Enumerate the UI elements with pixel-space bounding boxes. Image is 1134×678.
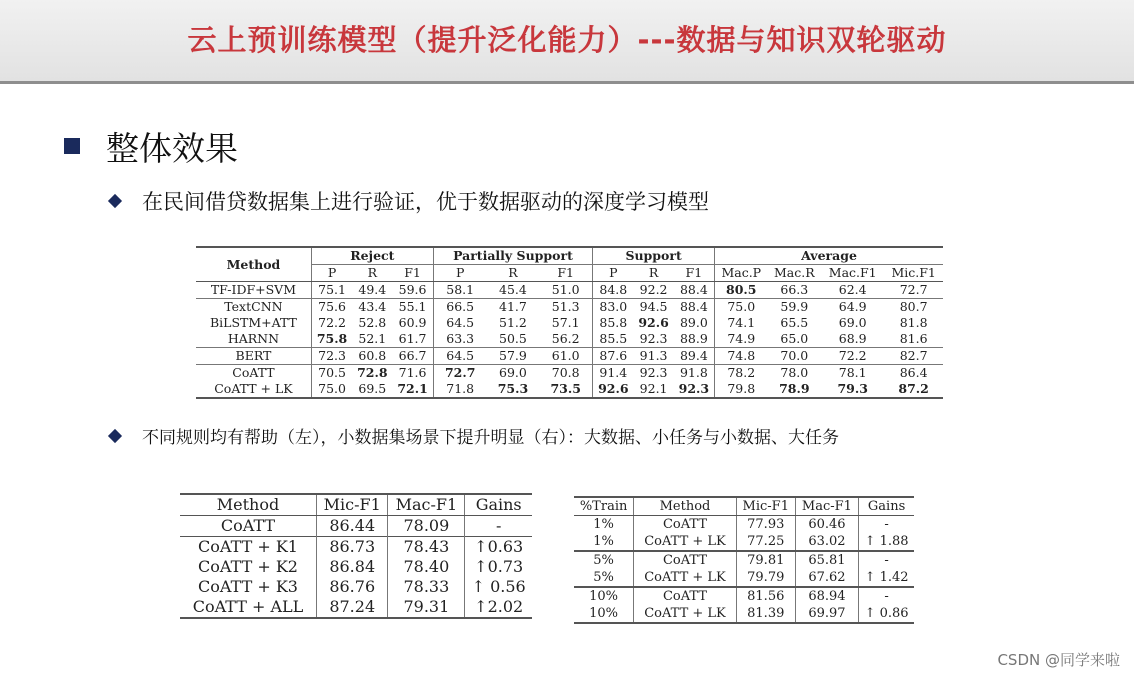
table-cell: 81.56 [736,587,795,605]
value-cell: 85.8 [593,315,634,331]
sub-header: Mac.F1 [821,265,884,282]
sub-header: P [593,265,634,282]
table-cell: 79.81 [736,551,795,569]
table-row [180,557,532,577]
sub-header: F1 [539,265,592,282]
table-cell: 78.33 [388,577,465,597]
value-cell: 58.1 [433,282,486,299]
table-cell: 10% [574,587,634,605]
value-cell: 94.5 [634,299,674,316]
table-cell: 86.44 [317,516,388,537]
table-cell: 5% [574,551,634,569]
value-cell: 88.4 [674,299,715,316]
column-header: Mic-F1 [736,497,795,516]
sub-header: Mac.P [715,265,768,282]
table-cell: ↑0.63 [465,537,532,558]
table-cell: 78.43 [388,537,465,558]
value-cell: 70.5 [311,365,352,382]
sub-header: R [487,265,540,282]
value-cell: 86.4 [884,365,943,382]
value-cell: 92.3 [639,331,668,346]
value-cell: 72.2 [311,315,352,331]
value-cell: 69.0 [487,365,540,382]
value-cell: 75.3 [497,381,529,396]
sub-header: F1 [674,265,715,282]
value-cell: 89.0 [679,315,708,330]
value-cell: 71.8 [433,381,486,398]
value-cell: 74.9 [715,331,768,348]
watermark: CSDN @同学来啦 [997,651,1120,669]
value-cell: 88.9 [679,331,708,346]
table-cell: CoATT [220,516,276,535]
value-cell: 65.5 [780,315,809,330]
table-cell: ↑2.02 [465,597,532,618]
value-cell: 57.9 [487,348,540,365]
table-cell: 79.31 [388,597,465,618]
column-header: Gains [465,494,532,516]
method-cell: TextCNN [196,299,311,316]
value-cell: 59.6 [398,282,427,297]
table-row [196,299,943,316]
value-cell: 60.9 [398,315,427,330]
ablation-table [180,493,532,619]
value-cell: 81.6 [899,331,928,346]
table-cell: CoATT [634,551,737,569]
table-row [196,282,943,299]
low-resource-table [574,496,914,624]
table-row [180,537,532,558]
value-cell: 87.6 [593,348,634,365]
table-cell: - [859,516,914,534]
table-cell: 65.81 [795,551,858,569]
column-header: Mac-F1 [795,497,858,516]
column-header: Method [634,497,737,516]
table-cell: CoATT + LK [634,569,737,587]
bullet-item [110,186,709,216]
table-cell: 1% [593,517,614,532]
value-cell: 92.1 [639,381,668,396]
value-cell: 73.5 [550,381,581,396]
value-cell: 87.2 [898,381,929,396]
value-cell: 82.7 [884,348,943,365]
table-cell: - [859,551,914,569]
table-cell: 60.46 [795,516,858,534]
value-cell: 75.0 [311,381,352,398]
table-row [180,577,532,597]
value-cell: 89.4 [674,348,715,365]
table-cell: 81.39 [736,605,795,623]
table-cell: 78.40 [388,557,465,577]
value-cell: 81.8 [899,315,928,330]
sub-header: R [352,265,392,282]
table-row [180,597,532,618]
table-cell: CoATT + K2 [198,557,298,576]
value-cell: 70.8 [539,365,592,382]
method-cell: BERT [196,348,311,365]
diamond-bullet-icon [108,194,122,208]
column-header: Mic-F1 [317,494,388,516]
value-cell: 80.5 [715,282,768,299]
value-cell: 75.1 [311,282,352,299]
method-cell: BiLSTM+ATT [209,315,297,330]
value-cell: 64.5 [433,315,486,331]
table-cell: 78.09 [388,516,465,537]
value-cell: 72.2 [821,348,884,365]
value-cell: 61.7 [398,331,427,346]
sub-header: P [433,265,486,282]
value-cell: 84.8 [593,282,634,299]
group-header: Reject [311,247,433,265]
value-cell: 55.1 [392,299,433,316]
value-cell: 79.3 [837,381,868,396]
value-cell: 61.0 [539,348,592,365]
table-cell: 86.84 [317,557,388,577]
table-cell: 86.76 [317,577,388,597]
table-cell: CoATT [634,587,737,605]
group-header: Average [715,247,943,265]
table-cell: CoATT + K3 [198,577,298,596]
table-cell: ↑ 1.88 [859,533,914,551]
results-table [196,246,943,399]
value-cell: 80.7 [884,299,943,316]
value-cell: 64.9 [821,299,884,316]
table-cell: ↑ 0.56 [465,577,532,597]
value-cell: 56.2 [551,331,580,346]
table-row [574,516,914,534]
value-cell: 66.7 [392,348,433,365]
table-row [196,315,943,331]
table-row [196,365,943,382]
value-cell: 51.0 [551,282,580,297]
value-cell: 41.7 [487,299,540,316]
section-heading [64,124,238,168]
value-cell: 60.8 [352,348,392,365]
table-cell: ↑ 1.42 [859,569,914,587]
table-row [574,605,914,623]
bullet-text: 在民间借贷数据集上进行验证，优于数据驱动的深度学习模型 [142,190,709,214]
value-cell: 45.4 [499,282,527,297]
table-cell: 87.24 [317,597,388,618]
bullet-item [110,423,839,448]
column-header: %Train [574,497,634,516]
value-cell: 72.1 [397,381,428,396]
table-cell: ↑0.73 [465,557,532,577]
value-cell: 71.6 [392,365,433,382]
value-cell: 83.0 [593,299,634,316]
value-cell: 68.9 [838,331,867,346]
value-cell: 51.3 [539,299,592,316]
table-row [574,587,914,605]
value-cell: 59.9 [768,299,822,316]
value-cell: 72.7 [899,282,928,297]
table-cell: 79.79 [736,569,795,587]
title-banner [0,0,1134,84]
table-cell: 86.73 [317,537,388,558]
value-cell: 79.8 [715,381,768,398]
table-cell: 10% [589,606,619,621]
slide-title: 云上预训练模型（提升泛化能力）---数据与知识双轮驱动 [187,23,947,57]
value-cell: 43.4 [352,299,392,316]
table-cell: ↑ 0.86 [859,605,914,623]
method-cell: CoATT [196,365,311,382]
table-cell: CoATT + LK [634,533,737,551]
value-cell: 92.6 [593,381,634,398]
diamond-bullet-icon [108,428,122,442]
value-cell: 78.9 [779,381,810,396]
value-cell: 88.4 [679,282,708,297]
method-cell: TF-IDF+SVM [210,282,297,297]
table-row [196,381,943,398]
section-title: 整体效果 [106,128,238,168]
value-cell: 49.4 [358,282,387,297]
table-cell: 77.93 [736,516,795,534]
value-cell: 78.2 [715,365,768,382]
bullet-text: 不同规则均有帮助（左），小数据集场景下提升明显（右）：大数据、小任务与小数据、大任务 [142,428,839,448]
group-header: Support [593,247,715,265]
value-cell: 74.8 [715,348,768,365]
value-cell: 57.1 [551,315,580,330]
value-cell: 92.3 [678,381,710,396]
value-cell: 72.7 [433,365,486,382]
value-cell: 62.4 [838,282,867,297]
table-cell: - [859,587,914,605]
table-row [196,331,943,348]
value-cell: 75.8 [311,331,352,348]
value-cell: 69.0 [838,315,867,330]
table-row [196,348,943,365]
sub-header: Mic.F1 [884,265,943,282]
sub-header: Mac.R [768,265,822,282]
value-cell: 92.2 [639,282,668,297]
table-cell: 1% [593,534,614,549]
table-cell: 67.62 [795,569,858,587]
value-cell: 85.5 [593,331,634,348]
table-cell: CoATT + LK [634,605,737,623]
value-cell: 72.8 [352,365,392,382]
value-cell: 50.5 [499,331,527,346]
sub-header: P [311,265,352,282]
value-cell: 74.1 [715,315,768,331]
value-cell: 92.6 [638,315,669,330]
value-cell: 92.3 [634,365,674,382]
table-cell: CoATT + K1 [180,537,317,558]
column-header: Mac-F1 [388,494,465,516]
value-cell: 78.0 [768,365,822,382]
group-header: Partially Support [433,247,592,265]
value-cell: 72.3 [311,348,352,365]
value-cell: 51.2 [499,315,527,330]
method-cell: CoATT + LK [214,381,293,396]
value-cell: 65.0 [780,331,809,346]
value-cell: 91.8 [674,365,715,382]
sub-header: R [634,265,674,282]
table-cell: 68.94 [795,587,858,605]
value-cell: 75.6 [311,299,352,316]
value-cell: 91.3 [634,348,674,365]
table-cell: 77.25 [736,533,795,551]
sub-header: F1 [392,265,433,282]
value-cell: 69.5 [358,381,387,396]
table-row [574,533,914,551]
value-cell: 66.3 [780,282,809,297]
method-cell: HARNN [227,331,280,346]
value-cell: 63.3 [433,331,486,348]
table-cell: 5% [593,570,614,585]
column-header: Gains [859,497,914,516]
table-row [574,569,914,587]
value-cell: 52.8 [358,315,387,330]
table-cell: CoATT + ALL [192,597,304,616]
column-header: Method [180,494,317,516]
table-cell: - [465,516,532,537]
value-cell: 64.5 [433,348,486,365]
table-cell: 63.02 [795,533,858,551]
table-row [574,551,914,569]
table-cell: CoATT [634,516,737,534]
method-header: Method [196,247,311,282]
value-cell: 91.4 [593,365,634,382]
value-cell: 75.0 [715,299,768,316]
value-cell: 52.1 [358,331,387,346]
table-cell: 69.97 [795,605,858,623]
value-cell: 78.1 [821,365,884,382]
table-row [180,516,532,537]
value-cell: 70.0 [768,348,822,365]
square-bullet-icon [64,138,80,154]
value-cell: 66.5 [433,299,486,316]
